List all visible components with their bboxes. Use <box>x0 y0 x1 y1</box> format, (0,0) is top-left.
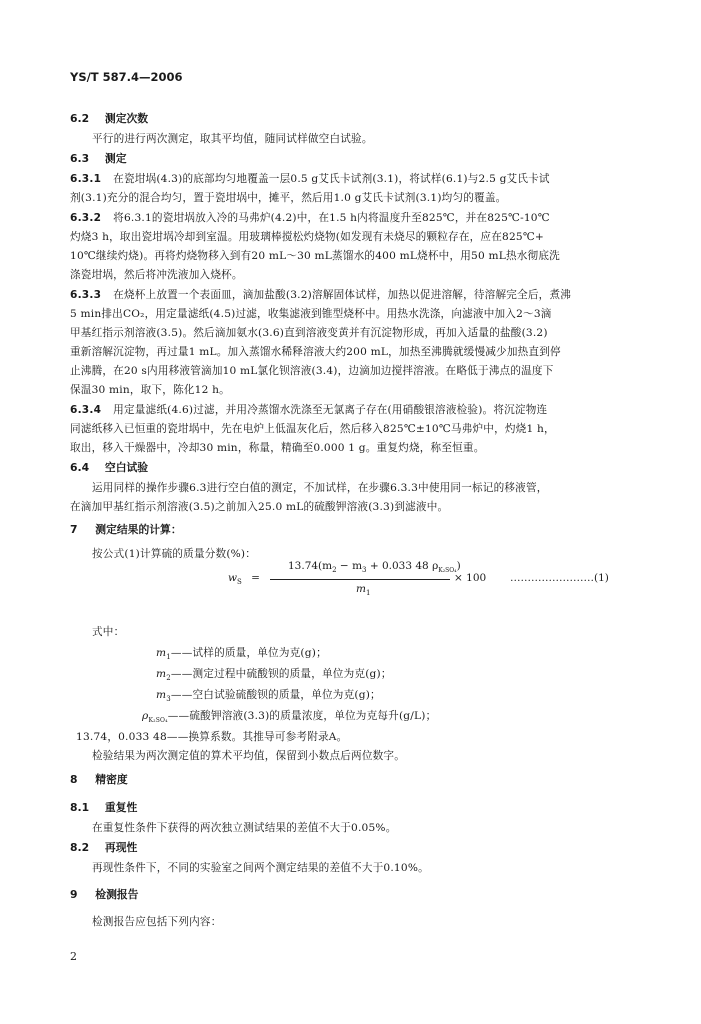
formula-denominator: $m_1$ <box>356 583 371 598</box>
section-8-2-heading <box>70 840 137 855</box>
section-title: 空白试验 <box>104 461 149 474</box>
para-6-4-line-1: 运用同样的操作步骤6.3进行空白值的测定，不加试样，在步骤6.3.3中使用同一标记的移液管， <box>92 482 548 494</box>
para-6-3-1-line-2: 剂(3.1)充分的混合均匀，置于瓷坩埚中，摊平，然后用1.0 g艾氏卡试剂(3.1)均匀的覆盖。 <box>70 192 507 204</box>
para-6-3-3-line-1: 6.3.3 在烧杯上放置一个表面皿，滴加盐酸(3.2)溶解固体试样，加热以促进溶解，待溶解完全后，煮沸 <box>70 289 572 301</box>
section-8-2-body: 再现性条件下，不同的实验室之间两个测定结果的差值不大于0.10%。 <box>92 862 429 874</box>
para-6-3-3-line-3: 甲基红指示剂溶液(3.5)。然后滴加氨水(3.6)直到溶液变黄并有沉淀物形成，再加入适量的盐酸(3.2) <box>70 327 548 339</box>
para-6-3-3-line-5: 止沸腾，在20 s内用移液管滴加10 mL氯化钡溶液(3.4)，边滴加边搅拌溶液。在略低于沸点的温度下 <box>70 365 554 377</box>
section-number: 6.3.3 <box>70 289 102 301</box>
section-number: 8.2 <box>70 841 90 854</box>
section-title: 再现性 <box>104 841 138 854</box>
fraction-bar <box>270 579 450 580</box>
section-number: 6.3.1 <box>70 173 102 185</box>
para-6-3-3-line-4: 重新溶解沉淀物，再过量1 mL。加入蒸馏水稀释溶液大约200 mL，加热至沸腾就缓慢减少加热直到停 <box>70 346 561 358</box>
section-6-2-heading <box>70 111 148 126</box>
para-6-3-2-line-1: 6.3.2 将6.3.1的瓷坩埚放入冷的马弗炉(4.2)中，在1.5 h内将温度升至825℃，并在825℃-10℃ <box>70 212 550 224</box>
section-9-heading <box>70 887 138 902</box>
page-number: 2 <box>70 950 77 963</box>
section-number: 9 <box>70 888 78 901</box>
equation-number: ……………………(1) <box>510 572 609 584</box>
para-6-3-4-line-3: 取出，移入干燥器中，冷却30 min，称量，精确至0.000 1 g。重复灼烧，称至恒重。 <box>70 442 485 454</box>
section-number: 6.2 <box>70 112 90 125</box>
section-number: 8 <box>70 773 78 786</box>
result-note: 检验结果为两次测定值的算术平均值，保留到小数点后两位数字。 <box>92 750 406 762</box>
formula-lhs: $w_S$ = <box>228 572 260 587</box>
section-8-heading <box>70 772 128 787</box>
para-6-3-2-line-2: 灼烧3 h，取出瓷坩埚冷却到室温。用玻璃棒搅松灼烧物(如发现有未烧尽的颗粒存在，应在825℃+ <box>70 231 544 243</box>
section-number: 7 <box>70 523 78 536</box>
section-8-1-body: 在重复性条件下获得的两次独立测试结果的差值不大于0.05%。 <box>92 822 397 834</box>
section-number: 6.3.2 <box>70 212 102 224</box>
section-number: 6.4 <box>70 461 90 474</box>
where-item-m3: $m_3——$空白试验硫酸钡的质量，单位为克(g)； <box>156 689 381 704</box>
where-title: 式中： <box>92 626 125 638</box>
para-6-3-3-line-2: 5 min排出CO₂，用定量滤纸(4.5)过滤，收集滤液到锥型烧杯中。用热水洗涤，向滤液中加入2～3滴 <box>70 308 552 320</box>
para-6-4-line-2: 在滴加甲基红指示剂溶液(3.5)之前加入25.0 mL的硫酸钾溶液(3.3)到滤液中。 <box>70 501 449 513</box>
formula-intro: 按公式(1)计算硫的质量分数(%)： <box>92 548 257 560</box>
formula-numerator: $13.74(m_2 - m_3 + 0.033$ 48 $\rho_{K_2SO_4}$) <box>288 560 461 575</box>
where-item-m2: $m_2——$测定过程中硫酸钡的质量，单位为克(g)； <box>156 668 392 683</box>
para-6-3-2-line-3: 10℃继续灼烧)。再将灼烧物移入到有20 mL～30 mL蒸馏水的400 mL烧杯中，用50 mL热水彻底洗 <box>70 250 560 262</box>
where-item-m1: $m_1——$试样的质量，单位为克(g)； <box>156 647 327 662</box>
section-number: 6.3 <box>70 152 90 165</box>
where-item-rho: $\rho_{K_2SO_4}——$硫酸钾溶液(3.3)的质量浓度，单位为克每升(g/L)； <box>142 710 437 725</box>
section-6-2-body: 平行的进行两次测定，取其平均值，随同试样做空白试验。 <box>92 133 373 145</box>
standard-header: YS/T 587.4—2006 <box>70 70 183 84</box>
para-6-3-3-line-6: 保温30 min，取下，陈化12 h。 <box>70 384 230 396</box>
para-6-3-4-line-2: 同滤纸移入已恒重的瓷坩埚中，先在电炉上低温灰化后，然后移入825℃±10℃马弗炉中，灼烧1 h， <box>70 423 555 435</box>
section-8-1-heading <box>70 800 137 815</box>
section-6-4-heading <box>70 460 148 475</box>
section-title: 检测报告 <box>95 888 139 901</box>
section-6-3-heading <box>70 151 127 166</box>
section-title: 测定次数 <box>104 112 149 125</box>
section-title: 精密度 <box>95 773 128 786</box>
section-title: 测定结果的计算： <box>95 523 182 536</box>
section-title: 重复性 <box>104 801 138 814</box>
section-7-heading <box>70 522 182 537</box>
para-6-3-4-line-1: 6.3.4 用定量滤纸(4.6)过滤，并用冷蒸馏水洗涤至无氯离子存在(用硝酸银溶液检验)。将沉淀物连 <box>70 404 548 416</box>
para-6-3-1-line-1: 6.3.1 在瓷坩埚(4.3)的底部均匀地覆盖一层0.5 g艾氏卡试剂(3.1)，将试样(6.1)与2.5 g艾氏卡试 <box>70 173 550 185</box>
section-9-body: 检测报告应包括下列内容： <box>92 916 222 928</box>
coefficients-note: 13.74，0.033 48——换算系数。其推导可参考附录A。 <box>76 731 348 743</box>
section-title: 测定 <box>104 152 127 165</box>
para-6-3-2-line-4: 涤瓷坩埚，然后将冲洗液加入烧杯。 <box>70 269 243 281</box>
section-number: 6.3.4 <box>70 404 102 416</box>
section-number: 8.1 <box>70 801 90 814</box>
formula-multiplier: × 100 <box>454 572 487 584</box>
